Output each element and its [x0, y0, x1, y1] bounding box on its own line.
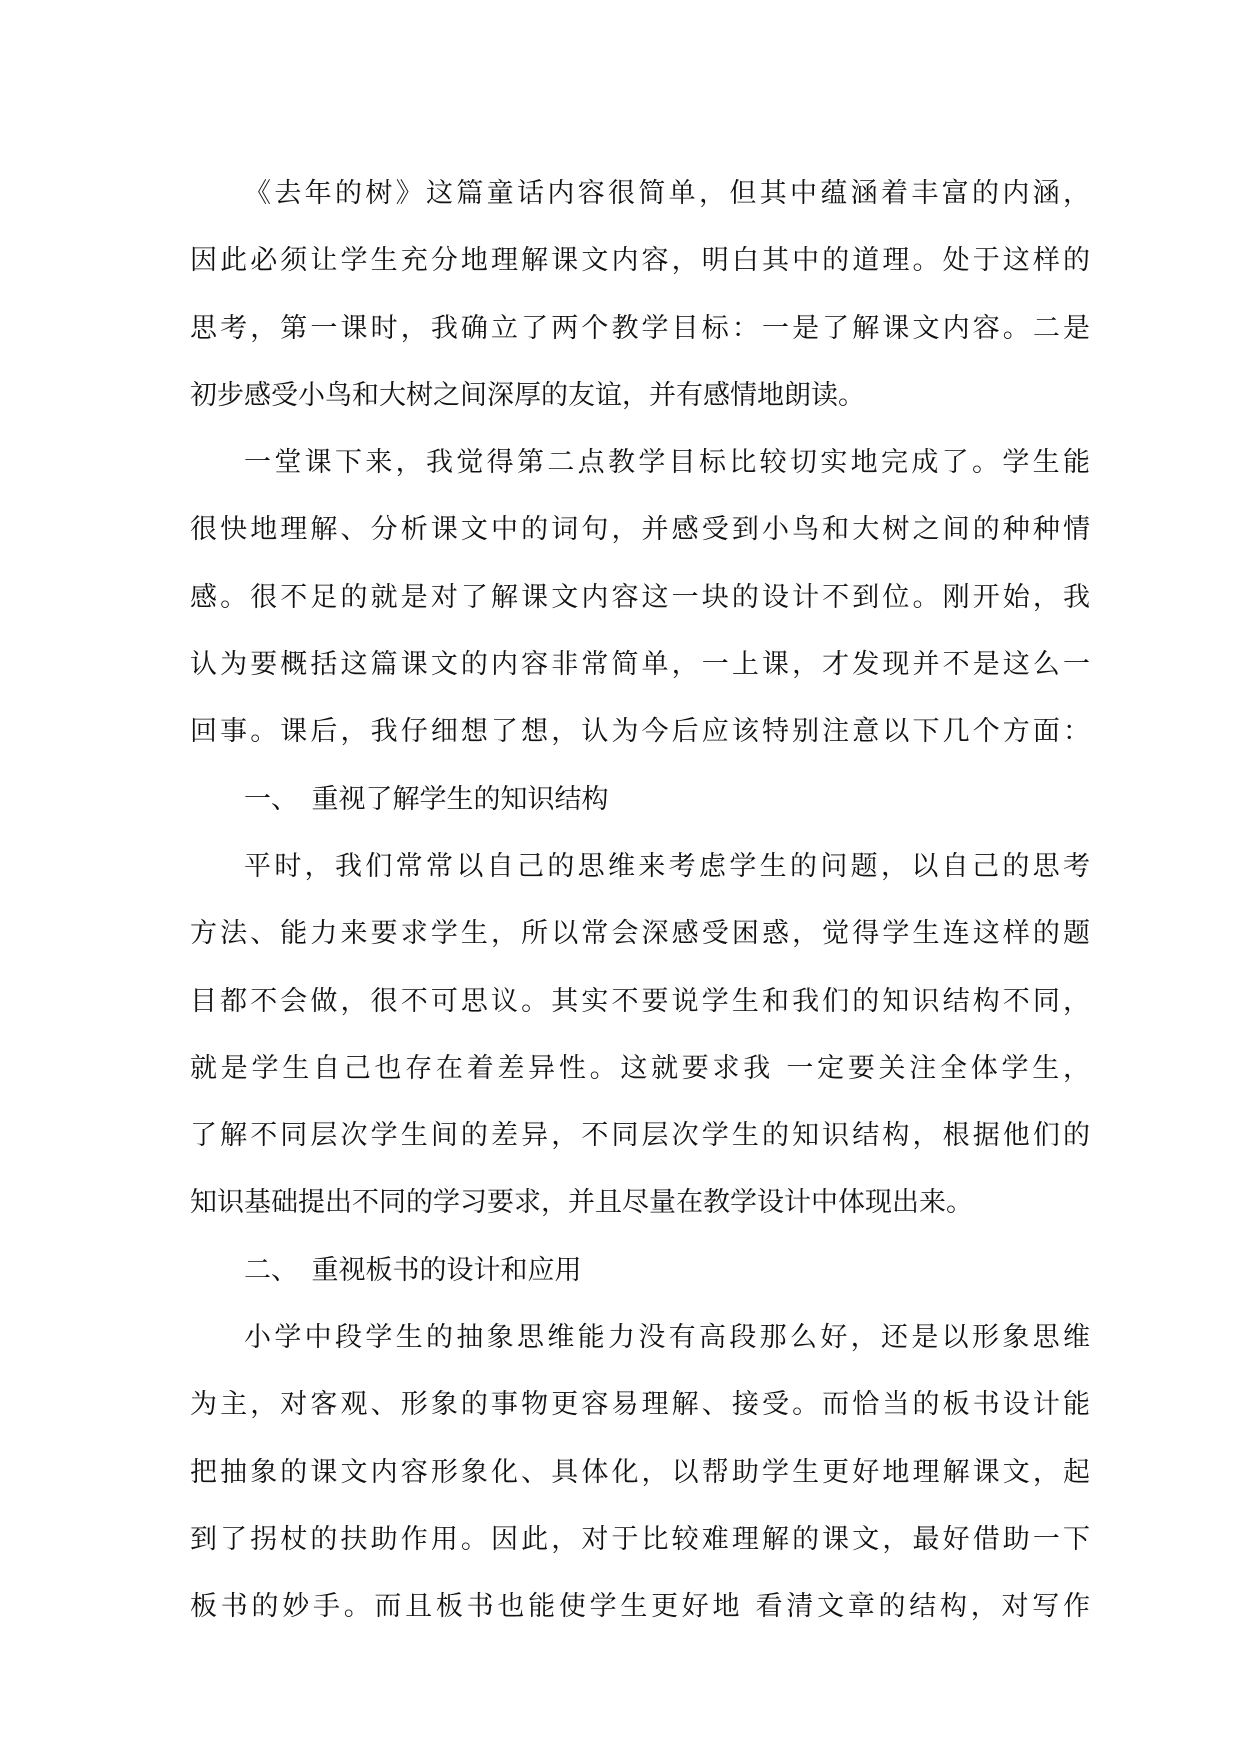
text-line: 《去年的树》这篇童话内容很简单，但其中蕴涵着丰富的内涵，	[244, 178, 1090, 209]
paragraph	[190, 833, 1090, 1237]
section-heading	[190, 766, 1090, 833]
text-line: 就是学生自己也存在着差异性。这就要求我 一定要关注全体学生，	[190, 1052, 1090, 1084]
text-line: 把抽象的课文内容形象化、具体化，以帮助学生更好地理解课文，起	[190, 1456, 1090, 1488]
text-line: 为主，对客观、形象的事物更容易理解、接受。而恰当的板书设计能	[190, 1389, 1090, 1421]
section-heading	[190, 1237, 1090, 1304]
text-line: 认为要概括这篇课文的内容非常简单，一上课，才发现并不是这么一	[190, 649, 1090, 681]
text-line: 回事。课后，我仔细想了想，认为今后应该特别注意以下几个方面：	[190, 716, 1090, 748]
text-line: 小学中段学生的抽象思维能力没有高段那么好，还是以形象思维	[244, 1322, 1090, 1354]
text-line: 一堂课下来，我觉得第二点教学目标比较切实地完成了。学生能	[244, 447, 1090, 479]
paragraph	[190, 429, 1090, 765]
paragraph	[190, 1304, 1090, 1640]
text-line: 知识基础提出不同的学习要求，并且尽量在教学设计中体现出来。	[190, 1187, 973, 1219]
text-line: 到了拐杖的扶助作用。因此，对于比较难理解的课文，最好借助一下	[190, 1523, 1090, 1555]
text-line: 目都不会做，很不可思议。其实不要说学生和我们的知识结构不同，	[190, 985, 1090, 1017]
text-line: 方法、能力来要求学生，所以常会深感受困惑，觉得学生连这样的题	[190, 918, 1090, 950]
paragraph	[190, 160, 1090, 429]
text-line: 思考，第一课时，我确立了两个教学目标：一是了解课文内容。二是	[190, 312, 1090, 344]
text-line: 因此必须让学生充分地理解课文内容，明白其中的道理。处于这样的	[190, 245, 1090, 277]
text-line: 感。很不足的就是对了解课文内容这一块的设计不到位。刚开始，我	[190, 581, 1090, 613]
text-line: 板书的妙手。而且板书也能使学生更好地 看清文章的结构，对写作	[190, 1591, 1090, 1623]
text-line: 很快地理解、分析课文中的词句，并感受到小鸟和大树之间的种种情	[190, 514, 1090, 546]
heading-text: 一、 重视了解学生的知识结构	[244, 783, 609, 815]
text-line: 初步感受小鸟和大树之间深厚的友谊，并有感情地朗读。	[190, 379, 865, 411]
text-line: 了解不同层次学生间的差异，不同层次学生的知识结构，根据他们的	[190, 1120, 1090, 1152]
text-line: 平时，我们常常以自己的思维来考虑学生的问题，以自己的思考	[244, 850, 1090, 882]
document-body	[190, 160, 1090, 1641]
heading-text: 二、 重视板书的设计和应用	[244, 1254, 582, 1286]
